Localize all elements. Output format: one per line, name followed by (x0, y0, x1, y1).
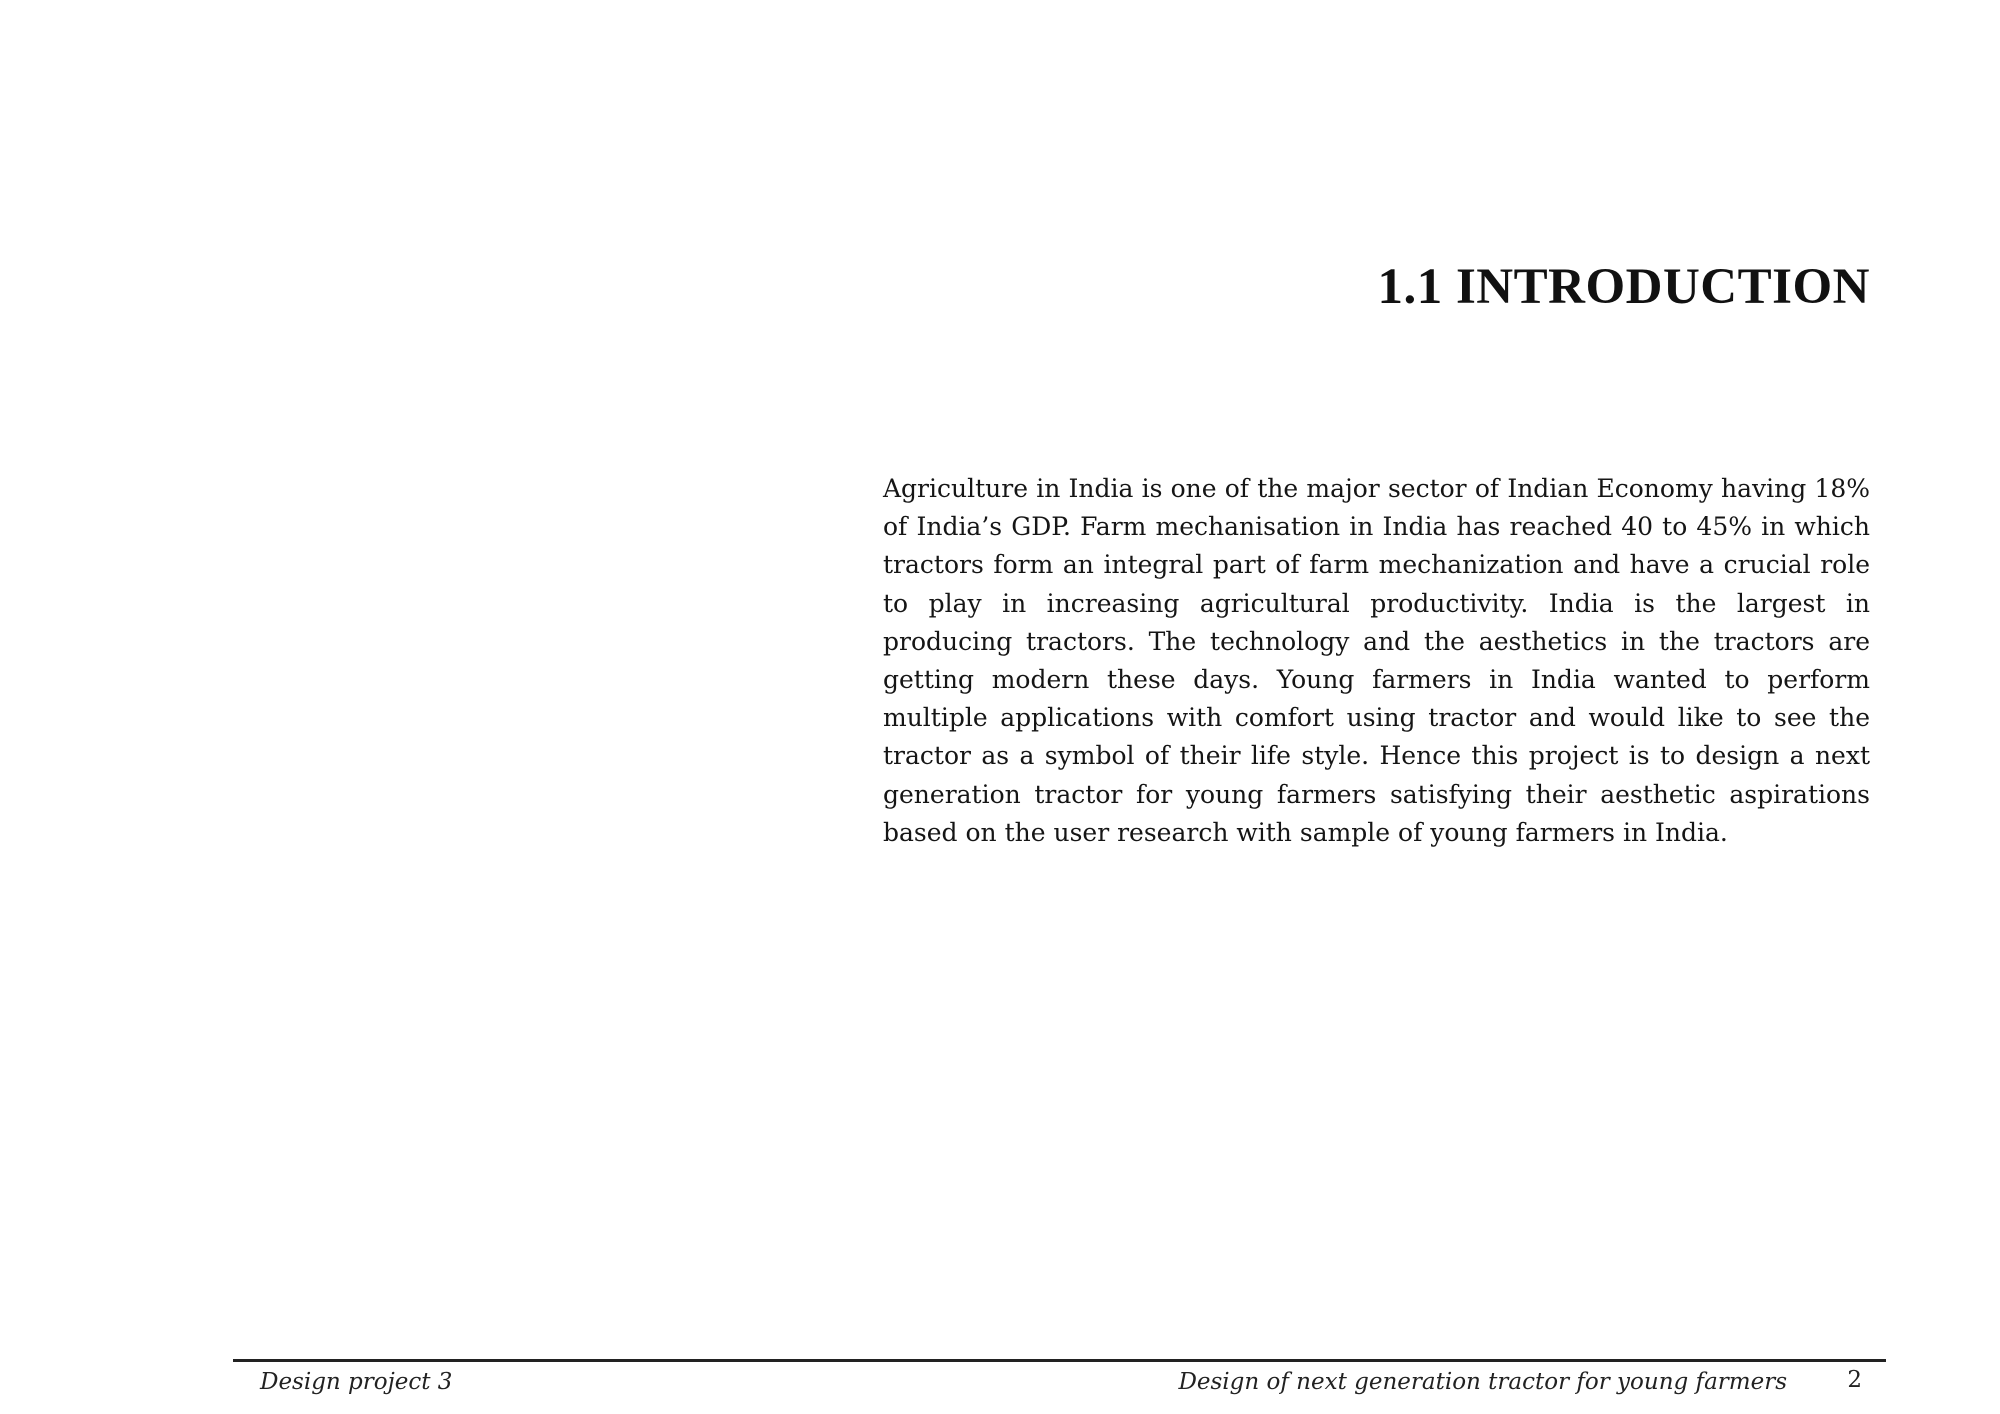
footer-project-label: Design project 3 (260, 1369, 453, 1395)
footer-divider (233, 1359, 1886, 1362)
page-number: 2 (1847, 1367, 1862, 1393)
introduction-paragraph: Agriculture in India is one of the major sector of Indian Economy having 18% of India’s GDP. Farm mechanisation in India has reached 40 to 45% in which tractors form an integral part of farm mechanization and have a crucial role to play in increasing agricultural productivity. India is the largest in producing tractors. The technology and the aesthetics in the tractors are getting modern these days. Young farmers in India wanted to perform multiple applications with comfort using tractor and would like to see the tractor as a symbol of their life style. Hence this project is to design a next generation tractor for young farmers satisfying their aesthetic aspirations based on the user research with sample of young farmers in India. (883, 474, 1870, 847)
section-heading: 1.1 INTRODUCTION (1377, 259, 1870, 315)
footer-document-title: Design of next generation tractor for young farmers (1178, 1369, 1787, 1395)
